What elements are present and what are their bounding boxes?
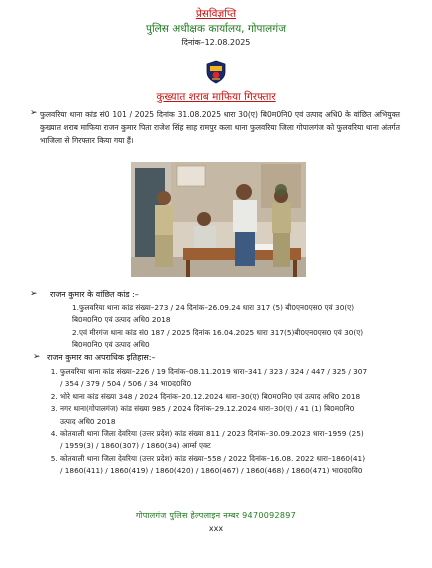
wanted-cases-list — [72, 302, 370, 352]
headline: कुख्यात शराब माफिया गिरफ्तार — [156, 91, 276, 103]
bullet-arrow-icon: ➢ — [33, 352, 41, 362]
list-item: 2.एवं मीरगंज थाना कांड सं0 187 / 2025 दिनांक 16.04.2025 धारा 317(5)बी0एन0एस0 एवं 30(ए) बि0म0नि0 एवं उत्पाद अधि0 — [72, 327, 364, 350]
wanted-cases-heading: राजन कुमार के वांछित कांड :– — [50, 290, 139, 299]
bullet-arrow-icon: ➢ — [30, 289, 38, 299]
press-release-heading: प्रेसविज्ञप्ति — [195, 8, 237, 20]
end-mark: xxx — [208, 524, 224, 533]
list-item: 1. फुलवरिया थाना कांड संख्या–226 / 19 दिनांक–08.11.2019 धारा–341 / 323 / 324 / 447 / 325 / 307 / 354 / 379 / 504 / 506 / 34 भा0द0वि0 — [60, 366, 368, 391]
list-item: 1.फुलवरिया थाना कांड संख्या–273 / 24 दिनांक–26.09.24 धारा 317 (5) बी0एन0एस0 एवं 30(ए) बि0म0नि0 एवं उत्पाद अधि0 2018 — [72, 303, 355, 325]
criminal-history-heading: राजन कुमार का अपराधिक इतिहास:– — [47, 353, 156, 362]
criminal-history-list — [46, 366, 368, 478]
arrest-photo — [131, 162, 306, 277]
bullet-arrow-icon: ➢ — [30, 108, 38, 118]
helpline-number: गोपालगंज पुलिस हेल्पलाइन नम्बर 9470092897 — [135, 511, 297, 520]
police-emblem-icon — [205, 60, 227, 84]
office-name: पुलिस अधीक्षक कार्यालय, गोपालगंज — [146, 23, 286, 35]
list-item: 4. कोतवाली थाना जिला देवरिया (उत्तर प्रदेश) कांड संख्या 811 / 2023 दिनांक–30.09.2023 धारा–1959 (25) / 1959(3) / 1860(307) / 1860(34) आर्म्स एक्ट — [60, 428, 368, 453]
release-date: दिनांक–12.08.2025 — [181, 38, 251, 47]
list-item: 5. कोतवाली थाना जिला देवरिया (उत्तर प्रदेश) कांड संख्या–558 / 2022 दिनांक–16.08. 2022 धारा–1860(41) / 1860(411) / 1860(419) / 1860(420) / 1860(467) / 1860(468) / 1860(471) भा0द0वि0 — [60, 453, 368, 478]
list-item: 2. भोरे थाना कांड संख्या 348 / 2024 दिनांक–20.12.2024 धारा–30(ए) बि0म0नि0 एवं उत्पाद अधि0 2018 — [60, 391, 368, 403]
list-item: 3. नगर थाना(गोपालगंज) कांड संख्या 985 / 2024 दिनांक–29.12.2024 धारा–30(ए) / 41 (1) बि0म0नि0 उत्पाद अधि0 2018 — [60, 403, 368, 428]
intro-paragraph: फुलवरिया थाना कांड सं0 101 / 2025 दिनांक 31.08.2025 धारा 30(ए) बि0म0नि0 एवं उत्पाद अधि0 के वांछित अभियुक्त कुख्यात शराब माफिया राजन कुमार पिता राजेश सिंह साह रामपुर कला थाना फुलवरिया जिला गोपालगंज को फुलवरिया थाना अंतर्गत भाजिला से गिरफ्तार किया गया हैं। — [40, 110, 400, 145]
